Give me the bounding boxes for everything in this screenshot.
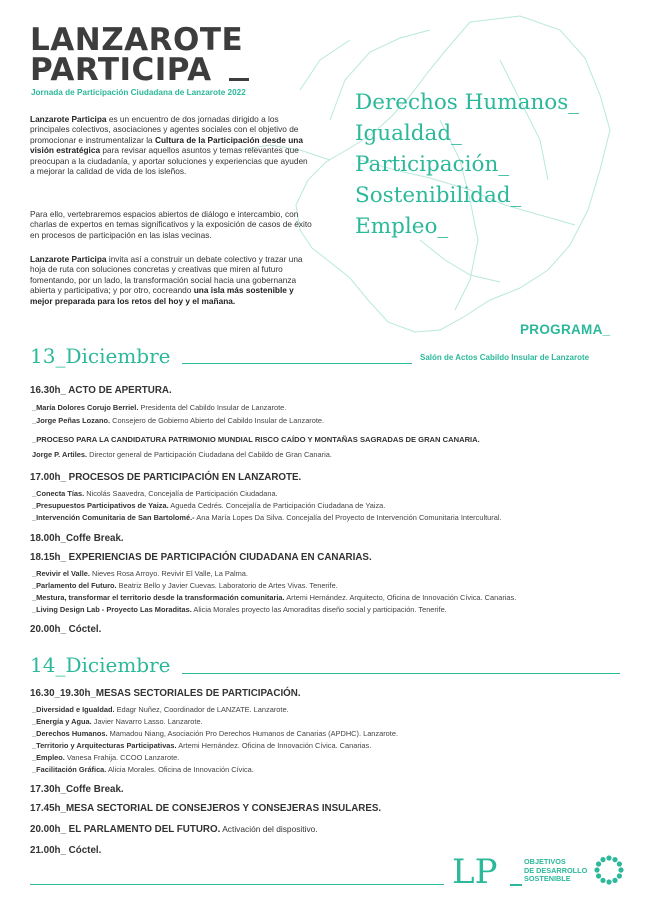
intro-paragraph-2 xyxy=(30,209,312,240)
event-item-name: Jorge P. Artiles. xyxy=(32,450,88,459)
event-item-name: _Revivir el Valle. xyxy=(32,569,90,578)
event-title-bold: 20.00h_ EL PARLAMENTO DEL FUTURO. xyxy=(30,824,221,835)
event-title-light: Activación del dispositivo. xyxy=(220,824,318,834)
intro-p1-seg: para revisar aquellos asuntos y temas relevantes que preocupan a la ciudadanía, y aportar soluciones y experiencias que ayuden a mejorar la calidad de vida de los isleños. xyxy=(30,145,308,177)
event-item xyxy=(32,717,203,727)
theme-5: Empleo_ xyxy=(355,214,449,239)
sdg-wheel-icon xyxy=(594,855,624,885)
theme-1: Derechos Humanos_ xyxy=(355,90,580,115)
event-title: _PROCESO PARA LA CANDIDATURA PATRIMONIO MUNDIAL RISCO CAÍDO Y MONTAÑAS SAGRADAS DE GRAN CANARIA. xyxy=(32,435,480,444)
event-item-desc: Alicia Morales. Oficina de Innovación Cívica. xyxy=(106,765,254,774)
event-item-desc: Alicia Morales proyecto las Amoraditas diseño social y participación. Tenerife. xyxy=(191,605,447,614)
event-item xyxy=(32,581,338,591)
ods-text xyxy=(524,858,587,884)
event-item-name: _Parlamento del Futuro. xyxy=(32,581,117,590)
programa-label: PROGRAMA_ xyxy=(520,322,611,337)
event-item-desc: Beatriz Bello y Javier Cuevas. Laboratorio de Artes Vivas. Tenerife. xyxy=(116,581,338,590)
event-item-name: _Jorge Peñas Lozano. xyxy=(32,416,111,425)
event-title: 20.00h_ Cóctel. xyxy=(30,624,102,635)
subtitle: Jornada de Participación Ciudadana de Lanzarote 2022 xyxy=(31,88,246,97)
event-item-name: _Mestura, transformar el territorio desde la transformación comunitaria. xyxy=(32,593,285,602)
event-item-desc: Presidenta del Cabildo Insular de Lanzarote. xyxy=(138,403,287,412)
intro-p2-seg: Para ello, vertebraremos espacios abiertos de diálogo e intercambio, con charlas de expertos en temas significativos y la exposición de casos de éxito en procesos de participación en las islas vecinas. xyxy=(30,209,312,240)
event-item xyxy=(32,593,516,603)
day-1-rule xyxy=(182,363,412,364)
lp-logo: LP xyxy=(452,852,498,892)
intro-p1-seg: Cultura de la Participación desde una visión estratégica xyxy=(30,134,303,156)
intro-p3-seg: una isla más sostenible y mejor preparada para los retos del hoy y el mañana. xyxy=(30,285,294,306)
event-item-name: _Presupuestos Participativos de Yaiza. xyxy=(32,501,169,510)
intro-p1-seg: Lanzarote Participa xyxy=(30,114,107,124)
event-item xyxy=(32,489,278,499)
event-item xyxy=(32,569,248,579)
intro-p3-seg: Lanzarote Participa xyxy=(30,254,107,264)
event-item-desc: Nieves Rosa Arroyo. Revivir El Valle, La Palma. xyxy=(89,569,248,578)
event-item xyxy=(32,513,502,523)
venue-label: Salón de Actos Cabildo Insular de Lanzarote xyxy=(420,353,590,362)
intro-p1-seg: es un encuentro de dos jornadas dirigido a los principales colectivos, asociaciones y agentes sociales con el objetivo de promocionar e instrumentalizar la xyxy=(30,114,299,145)
theme-3: Participación_ xyxy=(355,152,510,177)
event-item-desc: Mamadou Niang, Asociación Pro Derechos Humanos de Canarias (APDHC). Lanzarote. xyxy=(107,729,399,738)
theme-2: Igualdad_ xyxy=(355,121,462,146)
event-item xyxy=(32,729,398,739)
event-item-desc: Artemi Hernández. Oficina de Innovación Cívica. Canarias. xyxy=(176,741,372,750)
event-item xyxy=(32,741,371,751)
event-title: 18.15h_ EXPERIENCIAS DE PARTICIPACIÓN CIUDADANA EN CANARIAS. xyxy=(30,552,372,563)
event-title: 17.30h_Coffe Break. xyxy=(30,784,124,795)
footer-rule xyxy=(30,884,444,885)
day-1-heading: 13_Diciembre xyxy=(30,344,171,368)
event-item xyxy=(32,416,324,426)
title-line-2: PARTICIPA xyxy=(30,52,212,88)
event-item-name: _Territorio y Arquitecturas Participativas. xyxy=(32,741,177,750)
event-title: 17.45h_MESA SECTORIAL DE CONSEJEROS Y CONSEJERAS INSULARES. xyxy=(30,803,382,814)
event-item xyxy=(32,753,179,763)
event-item-name: _Derechos Humanos. xyxy=(32,729,108,738)
event-title: 16.30h_ ACTO DE APERTURA. xyxy=(30,385,172,396)
event-item-name: _María Dolores Corujo Berriel. xyxy=(32,403,139,412)
event-item-desc: Artemi Hernández. Arquitecto, Oficina de Innovación Cívica. Canarias. xyxy=(284,593,517,602)
day-2-rule xyxy=(182,673,620,674)
event-item-desc: Nicolás Saavedra, Concejalía de Participación Ciudadana. xyxy=(84,489,278,498)
event-item xyxy=(32,605,447,615)
event-title: 17.00h_ PROCESOS DE PARTICIPACIÓN EN LANZAROTE. xyxy=(30,472,302,483)
event-item-desc: Javier Navarro Lasso. Lanzarote. xyxy=(91,717,203,726)
intro-paragraph-3 xyxy=(30,254,312,306)
ods-line-2: DE DESARROLLO xyxy=(524,865,588,875)
event-item-name: _Living Design Lab - Proyecto Las Moraditas. xyxy=(32,605,192,614)
event-item-name: _Empleo. xyxy=(32,753,65,762)
event-title: 18.00h_Coffe Break. xyxy=(30,533,124,544)
event-item xyxy=(32,403,286,413)
event-item-name: _Facilitación Gráfica. xyxy=(32,765,107,774)
lp-logo-underscore xyxy=(510,884,522,886)
event-item xyxy=(32,501,385,511)
title-underscore-mark xyxy=(229,78,249,81)
event-item-desc: Vanesa Frahija. CCOO Lanzarote. xyxy=(64,753,180,762)
event-item xyxy=(32,765,254,775)
event-item-name: _Conecta Tías. xyxy=(32,489,85,498)
event-item xyxy=(32,705,289,715)
theme-4: Sostenibilidad_ xyxy=(355,183,522,208)
event-title: 21.00h_ Cóctel. xyxy=(30,845,102,856)
event-item-name: _Intervención Comunitaria de San Bartolomé.- xyxy=(32,513,195,522)
intro-p3-seg: invita así a construir un debate colectivo y trazar una hoja de ruta con soluciones concretas y creativas que miren al futuro fomentando, por un lado, la transformación social hacia una gobernanza abierta y participativa; y por otro, cocreando xyxy=(30,254,303,296)
ods-line-3: SOSTENIBLE xyxy=(524,874,571,884)
event-title: 16.30_19.30h_MESAS SECTORIALES DE PARTICIPACIÓN. xyxy=(30,688,301,699)
event-item-desc: Director general de Participación Ciudadana del Cabildo de Gran Canaria. xyxy=(87,450,332,459)
event-item-desc: Agueda Cedrés. Concejalía de Participación Ciudadana de Yaiza. xyxy=(168,501,386,510)
ods-line-1: OBJETIVOS xyxy=(524,857,566,866)
event-item xyxy=(32,450,332,460)
event-item-name: _Diversidad e Igualdad. xyxy=(32,705,115,714)
event-item-desc: Ana María Lopes Da Silva. Concejalía del Proyecto de Intervención Comunitaria Intercultural. xyxy=(194,513,502,522)
title-line-1: LANZAROTE xyxy=(30,22,244,58)
intro-paragraph-1 xyxy=(30,114,312,176)
event-item-desc: Edagr Nuñez, Coordinador de LANZATE. Lanzarote. xyxy=(114,705,289,714)
event-item-name: _Energía y Agua. xyxy=(32,717,92,726)
day-2-heading: 14_Diciembre xyxy=(30,653,171,677)
event-item-desc: Consejero de Gobierno Abierto del Cabildo Insular de Lanzarote. xyxy=(110,416,325,425)
event-title xyxy=(30,824,318,835)
